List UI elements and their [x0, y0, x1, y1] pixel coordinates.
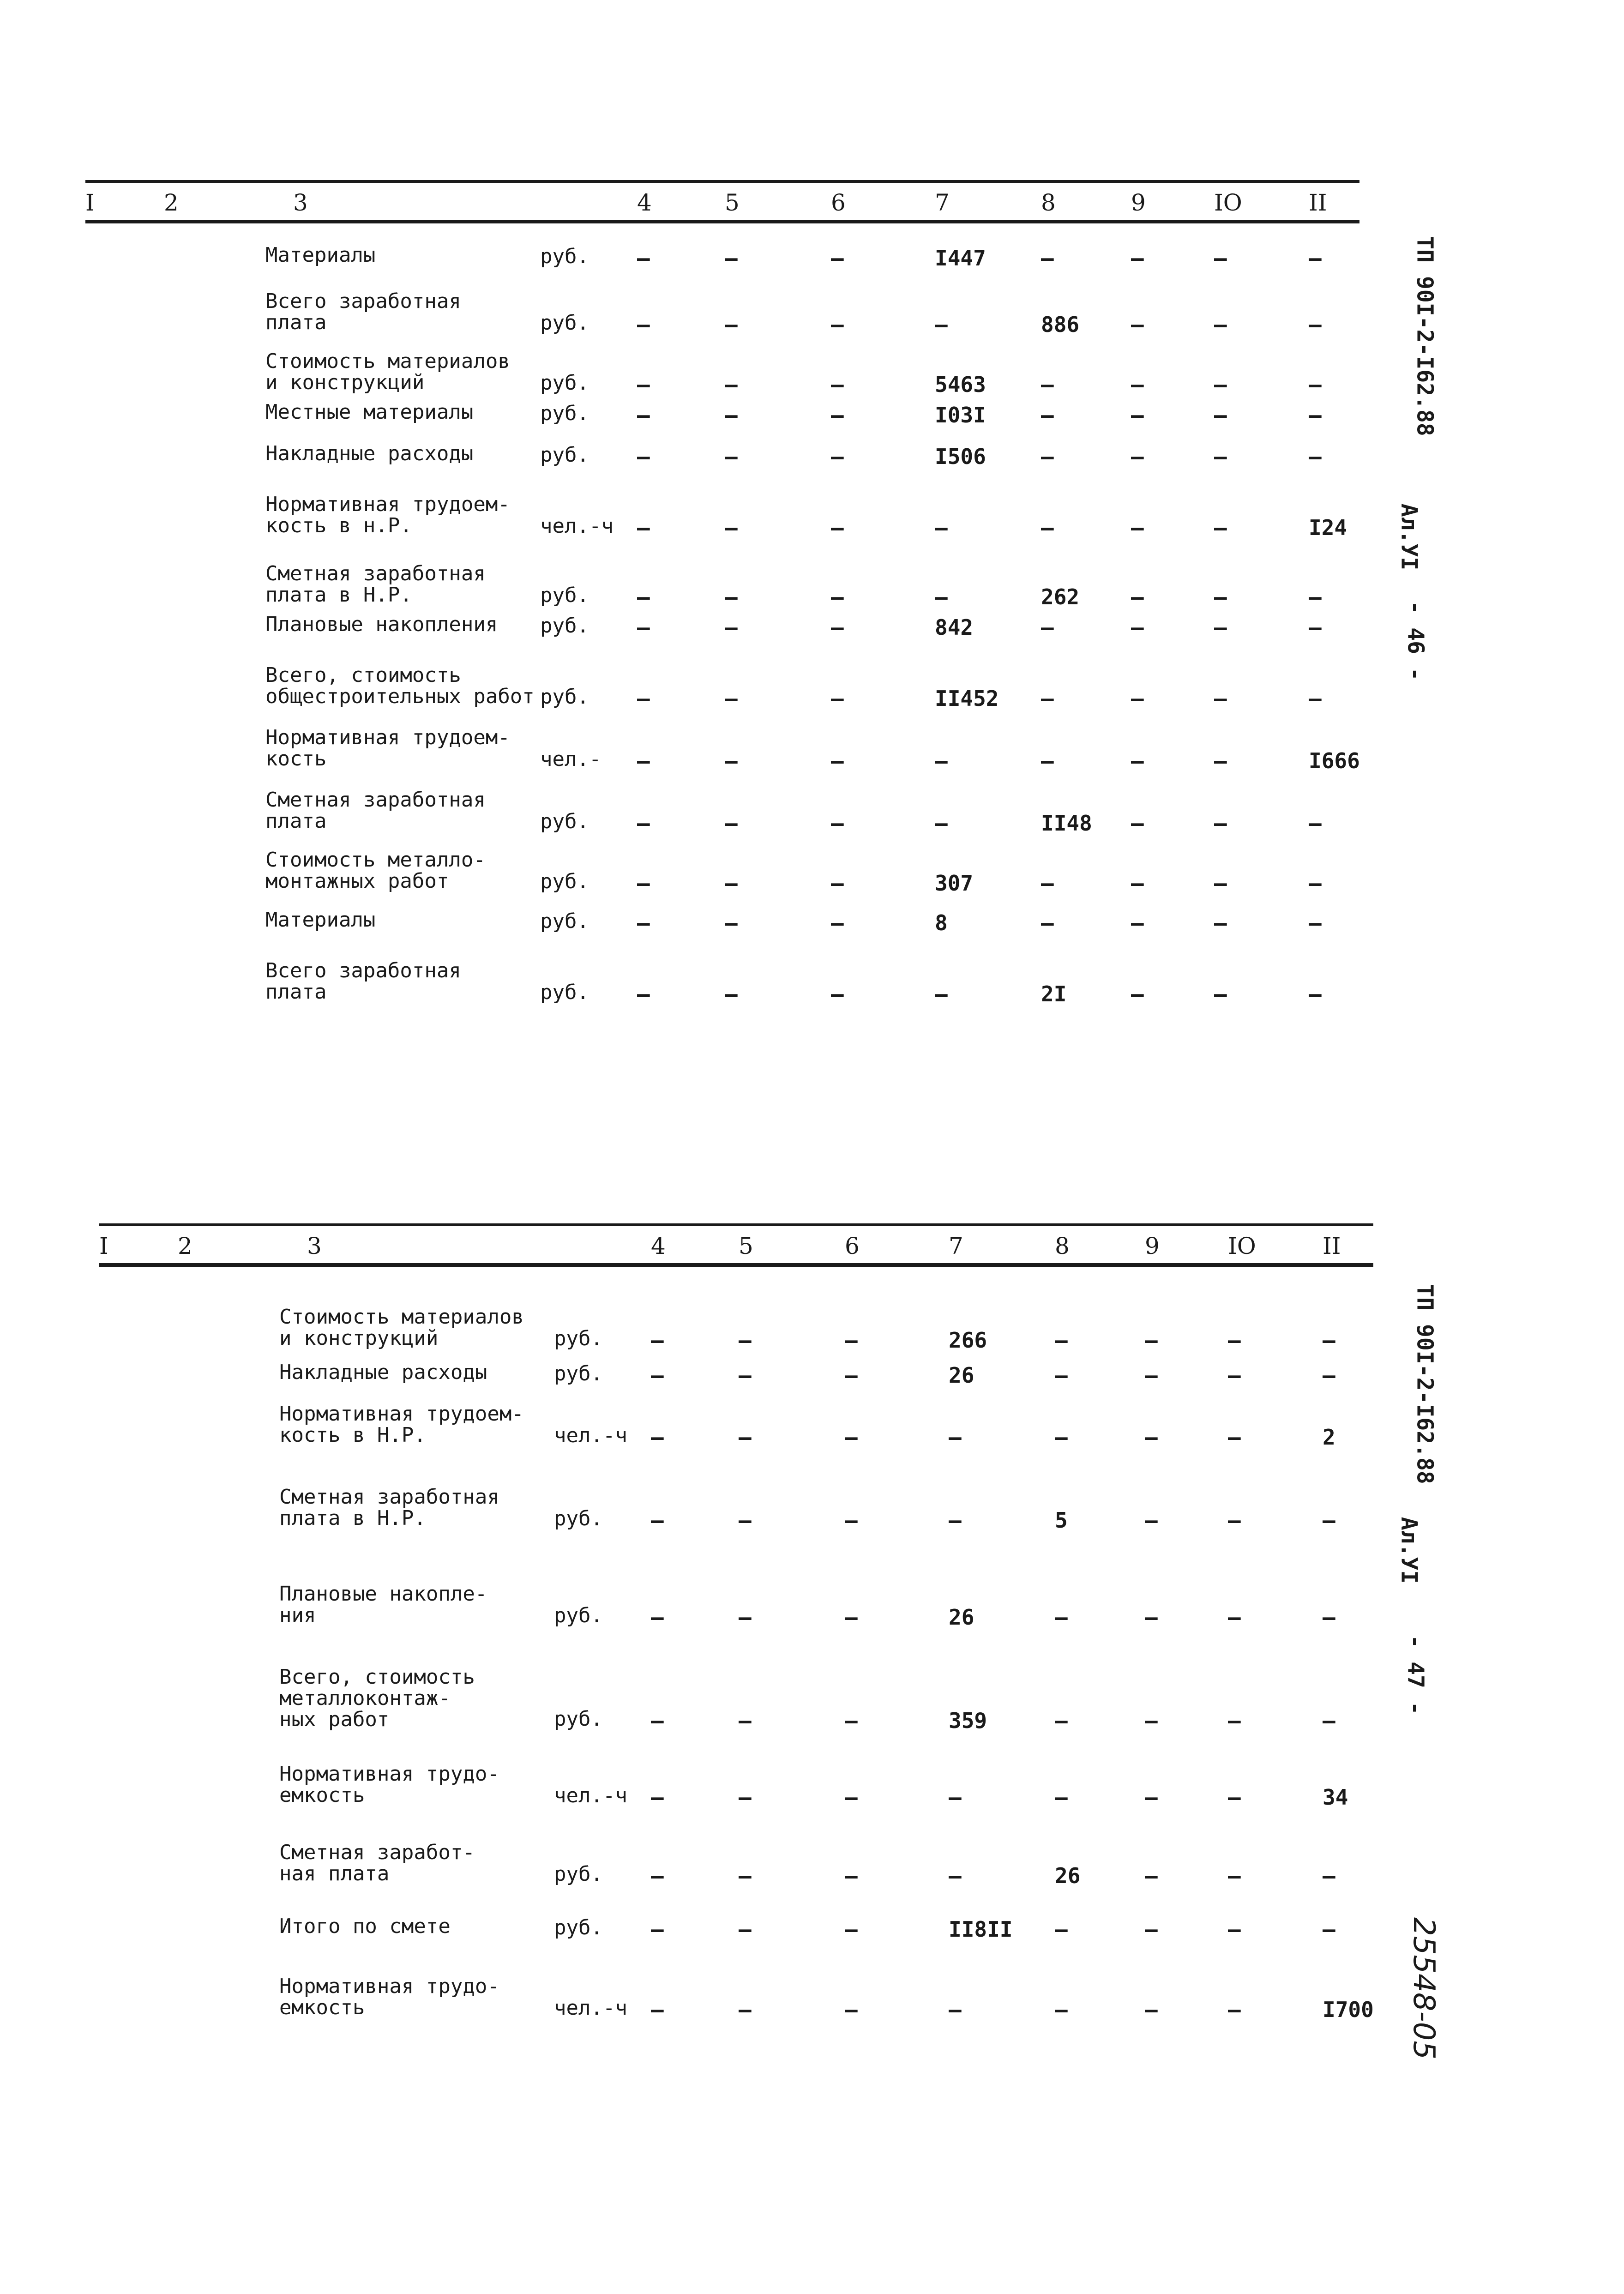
cell-col-4: –	[651, 1508, 664, 1533]
cell-col-9: –	[1131, 444, 1144, 469]
cell-col-8: –	[1055, 1997, 1068, 2022]
cell-col-11: –	[1309, 584, 1322, 609]
row-unit: руб.	[540, 614, 589, 638]
cell-col-9: –	[1131, 403, 1144, 427]
cell-col-10: –	[1214, 615, 1227, 640]
row-unit: руб.	[554, 1707, 603, 1731]
row-unit: руб.	[554, 1327, 603, 1350]
header-col-10: IO	[1228, 1233, 1256, 1259]
cell-col-8: 5	[1055, 1508, 1068, 1533]
header-col-8: 8	[1055, 1233, 1070, 1259]
side-code-1: ТП 90I-2-I62.88	[1412, 236, 1438, 436]
cell-col-9: –	[1145, 1328, 1158, 1353]
cell-col-6: –	[831, 615, 844, 640]
row-label: Нормативная трудоем- кость в Н.Р.	[279, 1402, 524, 1447]
cell-col-11: –	[1309, 246, 1322, 271]
cell-col-8: –	[1055, 1917, 1068, 1942]
cell-col-7: 359	[949, 1708, 987, 1733]
cell-col-11: I24	[1309, 515, 1347, 540]
cell-col-11: –	[1309, 312, 1322, 337]
table-body	[85, 175, 1359, 1030]
cell-col-11: 2	[1323, 1425, 1335, 1450]
cell-col-7: –	[935, 584, 948, 609]
row-label: Сметная заработная плата в Н.Р.	[279, 1485, 499, 1530]
row-unit: руб.	[540, 245, 589, 268]
row-unit: чел.-ч	[554, 1996, 627, 2020]
cell-col-4: –	[651, 1363, 664, 1388]
cell-col-9: –	[1131, 584, 1144, 609]
handwritten-stamp-number: 25548-05	[1407, 1917, 1441, 2060]
cell-col-7: 8	[935, 910, 948, 935]
row-label: Итого по смете	[279, 1915, 451, 1938]
cell-col-5: –	[725, 910, 738, 935]
cell-col-10: –	[1228, 1917, 1241, 1942]
cell-col-11: –	[1309, 686, 1322, 711]
cell-col-4: –	[651, 1917, 664, 1942]
cell-col-5: –	[739, 1785, 752, 1810]
row-label: Плановые накопления	[265, 613, 498, 636]
cell-col-10: –	[1228, 1363, 1241, 1388]
row-unit: руб.	[540, 402, 589, 425]
row-unit: руб.	[540, 371, 589, 395]
cell-col-6: –	[845, 1425, 858, 1450]
cell-col-4: –	[651, 1328, 664, 1353]
cell-col-8: –	[1041, 748, 1054, 773]
cell-col-6: –	[831, 910, 844, 935]
header-col-1: I	[99, 1233, 108, 1259]
cell-col-9: –	[1131, 312, 1144, 337]
cell-col-10: –	[1214, 403, 1227, 427]
cell-col-5: –	[725, 981, 738, 1006]
cell-col-4: –	[637, 246, 650, 271]
header-col-7: 7	[949, 1233, 963, 1259]
cell-col-7: –	[949, 1425, 962, 1450]
cell-col-11: –	[1309, 871, 1322, 896]
cell-col-5: –	[725, 246, 738, 271]
cell-col-6: –	[831, 444, 844, 469]
cell-col-10: –	[1228, 1708, 1241, 1733]
cell-col-10: –	[1228, 1997, 1241, 2022]
cell-col-6: –	[831, 981, 844, 1006]
row-unit: руб.	[540, 981, 589, 1004]
row-unit: руб.	[554, 1916, 603, 1939]
cell-col-10: –	[1228, 1785, 1241, 1810]
cell-col-9: –	[1145, 1997, 1158, 2022]
cell-col-11: –	[1309, 615, 1322, 640]
cell-col-4: –	[637, 981, 650, 1006]
cell-col-10: –	[1214, 515, 1227, 540]
cell-col-5: –	[739, 1708, 752, 1733]
cell-col-6: –	[831, 515, 844, 540]
cell-col-4: –	[651, 1425, 664, 1450]
row-label: Сметная заработная плата в Н.Р.	[265, 562, 486, 607]
cell-col-6: –	[831, 686, 844, 711]
row-label: Накладные расходы	[265, 442, 474, 465]
cell-col-5: –	[739, 1997, 752, 2022]
cell-col-4: –	[637, 811, 650, 836]
cell-col-8: –	[1055, 1363, 1068, 1388]
cell-col-6: –	[845, 1997, 858, 2022]
cell-col-6: –	[831, 748, 844, 773]
row-unit: руб.	[540, 685, 589, 709]
cell-col-7: II8II	[949, 1917, 1013, 1942]
cell-col-8: –	[1041, 444, 1054, 469]
cell-col-5: –	[725, 748, 738, 773]
cell-col-7: I447	[935, 246, 986, 271]
cell-col-6: –	[831, 811, 844, 836]
cell-col-4: –	[651, 1785, 664, 1810]
cell-col-7: –	[935, 312, 948, 337]
cell-col-9: –	[1131, 615, 1144, 640]
side-album-1: Ал.УI	[1396, 503, 1422, 571]
cell-col-7: 26	[949, 1605, 974, 1630]
cell-col-5: –	[739, 1863, 752, 1888]
cell-col-9: –	[1145, 1425, 1158, 1450]
row-unit: руб.	[554, 1604, 603, 1627]
header-col-2: 2	[164, 189, 179, 216]
cell-col-7: 266	[949, 1328, 987, 1353]
row-unit: руб.	[540, 909, 589, 933]
cell-col-11: –	[1323, 1508, 1335, 1533]
cell-col-9: –	[1145, 1708, 1158, 1733]
row-label: Всего, стоимость общестроительных работ	[265, 663, 535, 708]
cell-col-6: –	[831, 871, 844, 896]
header-col-5: 5	[739, 1233, 753, 1259]
cell-col-5: –	[725, 686, 738, 711]
cell-col-10: –	[1214, 686, 1227, 711]
cell-col-8: –	[1055, 1425, 1068, 1450]
row-label: Материалы	[265, 243, 376, 267]
cell-col-8: –	[1041, 615, 1054, 640]
cell-col-10: –	[1214, 871, 1227, 896]
cell-col-10: –	[1214, 246, 1227, 271]
cell-col-7: –	[949, 1863, 962, 1888]
cell-col-4: –	[637, 584, 650, 609]
header-col-11: II	[1323, 1233, 1341, 1259]
cell-col-8: 26	[1055, 1863, 1081, 1888]
cell-col-7: 842	[935, 615, 974, 640]
cell-col-4: –	[651, 1863, 664, 1888]
cell-col-8: –	[1055, 1785, 1068, 1810]
cell-col-8: –	[1041, 910, 1054, 935]
row-unit: руб.	[554, 1862, 603, 1886]
cell-col-11: –	[1323, 1863, 1335, 1888]
row-label: Стоимость металло- монтажных работ	[265, 848, 486, 893]
cell-col-8: –	[1041, 403, 1054, 427]
cell-col-7: –	[935, 811, 948, 836]
row-label: Стоимость материалов и конструкций	[265, 349, 510, 394]
cell-col-9: –	[1145, 1363, 1158, 1388]
row-unit: чел.-ч	[554, 1424, 627, 1447]
cell-col-7: 307	[935, 871, 974, 896]
cell-col-5: –	[725, 615, 738, 640]
cell-col-11: –	[1323, 1363, 1335, 1388]
cell-col-4: –	[637, 312, 650, 337]
row-unit: руб.	[540, 311, 589, 335]
cell-col-5: –	[725, 372, 738, 397]
row-unit: руб.	[540, 584, 589, 607]
side-page-1: - 46 -	[1402, 601, 1429, 681]
cell-col-8: 2I	[1041, 981, 1067, 1006]
estimate-table-1	[85, 175, 1359, 1030]
cell-col-6: –	[831, 372, 844, 397]
header-col-11: II	[1309, 189, 1327, 216]
cell-col-4: –	[637, 615, 650, 640]
cell-col-10: –	[1228, 1605, 1241, 1630]
cell-col-8: –	[1055, 1605, 1068, 1630]
row-unit: руб.	[554, 1507, 603, 1530]
cell-col-9: –	[1145, 1508, 1158, 1533]
cell-col-7: I506	[935, 444, 986, 469]
header-col-4: 4	[651, 1233, 666, 1259]
row-unit: руб.	[540, 870, 589, 893]
cell-col-5: –	[739, 1508, 752, 1533]
cell-col-9: –	[1145, 1605, 1158, 1630]
table-body	[99, 1219, 1373, 2073]
cell-col-8: 262	[1041, 584, 1080, 609]
cell-col-9: –	[1131, 515, 1144, 540]
cell-col-11: –	[1323, 1708, 1335, 1733]
cell-col-10: –	[1214, 584, 1227, 609]
cell-col-10: –	[1214, 811, 1227, 836]
header-col-10: IO	[1214, 189, 1242, 216]
cell-col-5: –	[739, 1605, 752, 1630]
header-col-9: 9	[1131, 189, 1146, 216]
cell-col-9: –	[1145, 1917, 1158, 1942]
row-unit: руб.	[540, 443, 589, 467]
cell-col-4: –	[651, 1708, 664, 1733]
cell-col-4: –	[637, 910, 650, 935]
header-col-7: 7	[935, 189, 950, 216]
row-label: Нормативная трудоем- кость в н.Р.	[265, 493, 510, 537]
row-label: Накладные расходы	[279, 1361, 487, 1384]
header-col-3: 3	[293, 189, 308, 216]
cell-col-11: –	[1323, 1328, 1335, 1353]
cell-col-7: –	[949, 1508, 962, 1533]
header-col-6: 6	[845, 1233, 860, 1259]
cell-col-11: I700	[1323, 1997, 1374, 2022]
header-col-9: 9	[1145, 1233, 1160, 1259]
cell-col-5: –	[725, 403, 738, 427]
cell-col-7: I03I	[935, 403, 986, 427]
cell-col-9: –	[1131, 871, 1144, 896]
cell-col-6: –	[831, 246, 844, 271]
cell-col-6: –	[845, 1328, 858, 1353]
cell-col-4: –	[637, 403, 650, 427]
cell-col-6: –	[845, 1785, 858, 1810]
cell-col-5: –	[725, 871, 738, 896]
cell-col-10: –	[1214, 910, 1227, 935]
cell-col-5: –	[725, 811, 738, 836]
cell-col-5: –	[725, 515, 738, 540]
row-label: Нормативная трудоем- кость	[265, 726, 510, 771]
cell-col-6: –	[831, 403, 844, 427]
cell-col-7: –	[935, 515, 948, 540]
cell-col-6: –	[831, 584, 844, 609]
cell-col-8: –	[1055, 1328, 1068, 1353]
cell-col-7: –	[949, 1997, 962, 2022]
header-col-1: I	[85, 189, 95, 216]
cell-col-11: –	[1323, 1605, 1335, 1630]
cell-col-9: –	[1145, 1785, 1158, 1810]
header-col-5: 5	[725, 189, 740, 216]
side-page-2: - 47 -	[1402, 1635, 1429, 1715]
header-col-2: 2	[178, 1233, 192, 1259]
header-col-3: 3	[307, 1233, 322, 1259]
cell-col-10: –	[1228, 1863, 1241, 1888]
cell-col-10: –	[1214, 444, 1227, 469]
cell-col-7: 26	[949, 1363, 974, 1388]
cell-col-9: –	[1131, 748, 1144, 773]
cell-col-6: –	[845, 1363, 858, 1388]
cell-col-9: –	[1131, 811, 1144, 836]
cell-col-9: –	[1131, 372, 1144, 397]
cell-col-7: 5463	[935, 372, 986, 397]
cell-col-6: –	[845, 1605, 858, 1630]
cell-col-9: –	[1131, 981, 1144, 1006]
cell-col-11: –	[1309, 910, 1322, 935]
row-label: Стоимость материалов и конструкций	[279, 1305, 524, 1350]
row-unit: чел.-ч	[554, 1784, 627, 1807]
row-unit: руб.	[540, 810, 589, 833]
cell-col-6: –	[831, 312, 844, 337]
cell-col-6: –	[845, 1708, 858, 1733]
side-code-2: ТП 90I-2-I62.88	[1412, 1284, 1438, 1484]
cell-col-11: –	[1309, 981, 1322, 1006]
cell-col-6: –	[845, 1508, 858, 1533]
cell-col-8: 886	[1041, 312, 1080, 337]
row-label: Всего заработная плата	[265, 959, 461, 1004]
row-unit: чел.-ч	[540, 514, 614, 538]
side-album-2: Ал.УI	[1396, 1517, 1422, 1584]
cell-col-7: –	[935, 748, 948, 773]
cell-col-5: –	[739, 1328, 752, 1353]
cell-col-4: –	[637, 871, 650, 896]
cell-col-11: –	[1309, 811, 1322, 836]
cell-col-11: 34	[1323, 1785, 1348, 1810]
cell-col-8: II48	[1041, 811, 1092, 836]
cell-col-9: –	[1131, 686, 1144, 711]
cell-col-7: –	[935, 981, 948, 1006]
cell-col-7: –	[949, 1785, 962, 1810]
row-label: Нормативная трудо- емкость	[279, 1762, 499, 1807]
cell-col-4: –	[637, 515, 650, 540]
cell-col-4: –	[637, 748, 650, 773]
header-col-4: 4	[637, 189, 652, 216]
cell-col-11: –	[1309, 444, 1322, 469]
cell-col-5: –	[739, 1363, 752, 1388]
cell-col-5: –	[725, 444, 738, 469]
row-label: Нормативная трудо- емкость	[279, 1975, 499, 2019]
row-label: Местные материалы	[265, 400, 474, 424]
cell-col-4: –	[637, 444, 650, 469]
cell-col-10: –	[1228, 1508, 1241, 1533]
row-unit: руб.	[554, 1362, 603, 1385]
cell-col-5: –	[739, 1425, 752, 1450]
cell-col-6: –	[845, 1917, 858, 1942]
cell-col-8: –	[1041, 686, 1054, 711]
cell-col-11: –	[1323, 1917, 1335, 1942]
estimate-table-2	[99, 1219, 1373, 2073]
row-label: Материалы	[265, 908, 376, 932]
row-unit: чел.-	[540, 747, 601, 771]
cell-col-8: –	[1041, 871, 1054, 896]
cell-col-9: –	[1131, 246, 1144, 271]
cell-col-9: –	[1145, 1863, 1158, 1888]
cell-col-10: –	[1214, 312, 1227, 337]
row-label: Сметная заработная плата	[265, 788, 486, 833]
cell-col-5: –	[725, 584, 738, 609]
cell-col-4: –	[637, 372, 650, 397]
cell-col-10: –	[1214, 981, 1227, 1006]
header-col-8: 8	[1041, 189, 1056, 216]
cell-col-4: –	[651, 1605, 664, 1630]
cell-col-11: –	[1309, 372, 1322, 397]
cell-col-10: –	[1228, 1328, 1241, 1353]
cell-col-6: –	[845, 1863, 858, 1888]
cell-col-4: –	[637, 686, 650, 711]
cell-col-8: –	[1041, 372, 1054, 397]
cell-col-11: –	[1309, 403, 1322, 427]
cell-col-8: –	[1041, 515, 1054, 540]
cell-col-5: –	[739, 1917, 752, 1942]
header-col-6: 6	[831, 189, 846, 216]
cell-col-10: –	[1214, 372, 1227, 397]
row-label: Плановые накопле- ния	[279, 1582, 487, 1627]
cell-col-10: –	[1228, 1425, 1241, 1450]
row-label: Сметная заработ- ная плата	[279, 1841, 475, 1885]
cell-col-7: II452	[935, 686, 999, 711]
row-label: Всего заработная плата	[265, 289, 461, 334]
cell-col-8: –	[1055, 1708, 1068, 1733]
cell-col-8: –	[1041, 246, 1054, 271]
cell-col-5: –	[725, 312, 738, 337]
cell-col-11: I666	[1309, 748, 1360, 773]
cell-col-4: –	[651, 1997, 664, 2022]
row-label: Всего, стоимость металлоконтаж- ных работ	[279, 1665, 475, 1731]
cell-col-10: –	[1214, 748, 1227, 773]
cell-col-9: –	[1131, 910, 1144, 935]
